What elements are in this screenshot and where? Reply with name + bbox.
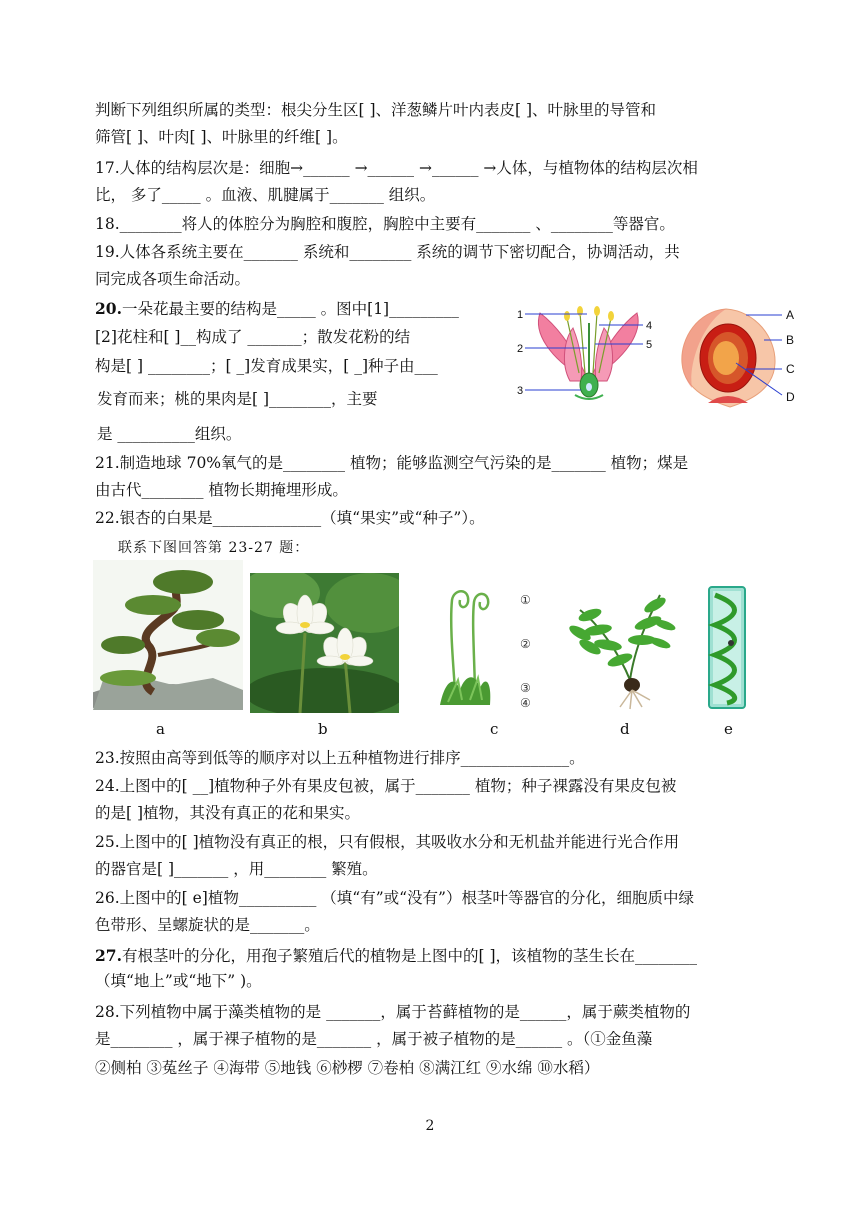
text-line: 色带形、呈螺旋状的是_______。 bbox=[95, 916, 320, 934]
flower-label: 2 bbox=[517, 343, 524, 355]
image-caption: b bbox=[318, 720, 328, 738]
flower-diagram bbox=[515, 303, 665, 403]
peach-label: A bbox=[786, 308, 795, 322]
text-span: 有根茎叶的分化，用孢子繁殖后代的植物是上图中的[ ]，该植物的茎生长在________ bbox=[121, 947, 697, 965]
flower-label: 4 bbox=[646, 320, 653, 332]
moss-label: ② bbox=[520, 637, 531, 651]
text-line: 构是[ ] ________；[ _]发育成果实，[ _]种子由___ bbox=[95, 357, 438, 375]
instruction-line: 联系下图回答第 23-27 题： bbox=[118, 540, 310, 556]
text-line: 的器官是[ ]_______ ，用________ 繁殖。 bbox=[95, 860, 378, 878]
text-line: 25.上图中的[ ]植物没有真正的根，只有假根，其吸收水分和无机盐并能进行光合作用 bbox=[95, 833, 680, 851]
text-line: 28.下列植物中属于藻类植物的是 _______，属于苔藓植物的是______，属于蕨类植物的 bbox=[95, 1003, 691, 1021]
text-line: 判断下列组织所属的类型：根尖分生区[ ]、洋葱鳞片叶内表皮[ ]、叶脉里的导管和 bbox=[95, 101, 657, 119]
text-line: 是 __________组织。 bbox=[97, 425, 242, 443]
text-line: 由古代________ 植物长期掩埋形成。 bbox=[95, 481, 348, 499]
flower-label: 3 bbox=[517, 385, 524, 397]
page-number: 2 bbox=[425, 1118, 435, 1134]
text-line: 同完成各项生命活动。 bbox=[95, 270, 251, 288]
text-line: 发育而来；桃的果肉是[ ]________，主要 bbox=[97, 390, 378, 408]
spirogyra-image bbox=[707, 585, 747, 710]
text-line: 是________ ，属于裸子植物的是_______ ，属于被子植物的是______ 。（①金鱼藻 bbox=[95, 1030, 653, 1048]
text-line: 筛管[ ]、叶肉[ ]、叶脉里的纤维[ ]。 bbox=[95, 128, 348, 146]
peach-label: C bbox=[786, 362, 795, 376]
image-caption: d bbox=[620, 720, 630, 738]
text-line: 21.制造地球 70%氧气的是________ 植物；能够监测空气污染的是_______ 植物；煤是 bbox=[95, 454, 689, 472]
text-line: 比， 多了_____ 。血液、肌腱属于_______ 组织。 bbox=[95, 186, 436, 204]
image-caption: e bbox=[724, 720, 733, 738]
peach-diagram bbox=[678, 303, 803, 413]
text-line: 24.上图中的[ __]植物种子外有果皮包被，属于_______ 植物；种子裸露没有果皮包被 bbox=[95, 777, 677, 795]
text-line: 26.上图中的[ e]植物__________ （填“有”或“没有”）根茎叶等器官的分化，细胞质中绿 bbox=[95, 889, 694, 907]
text-line: ②侧柏 ③菟丝子 ④海带 ⑤地钱 ⑥桫椤 ⑦卷柏 ⑧满江红 ⑨水绵 ⑩水稻） bbox=[95, 1059, 600, 1077]
question-number: 27. bbox=[95, 946, 122, 965]
image-caption: c bbox=[490, 720, 499, 738]
text-line: 的是[ ]植物，其没有真正的花和果实。 bbox=[95, 804, 361, 822]
fern-image bbox=[560, 585, 680, 710]
moss-label: ④ bbox=[520, 696, 531, 710]
flower-label: 1 bbox=[517, 309, 524, 321]
peach-label: D bbox=[786, 390, 795, 404]
question-20-line bbox=[95, 298, 459, 320]
text-span: 一朵花最主要的结构是_____ 。图中[1]_________ bbox=[121, 300, 459, 318]
moss-image bbox=[430, 580, 540, 710]
text-line: [2]花柱和[ ]__构成了 _______；散发花粉的结 bbox=[95, 328, 411, 346]
text-line: 22.银杏的白果是______________（填“果实”或“种子”）。 bbox=[95, 509, 485, 527]
flower-label: 5 bbox=[646, 339, 653, 351]
pine-bonsai-image bbox=[93, 560, 243, 710]
text-line: 17.人体的结构层次是：细胞→______ →______ →______ →人体，与植物体的结构层次相 bbox=[95, 159, 698, 177]
peach-label: B bbox=[786, 333, 795, 347]
moss-label: ③ bbox=[520, 681, 531, 695]
moss-label: ① bbox=[520, 593, 531, 607]
image-caption: a bbox=[156, 720, 165, 738]
question-27-line bbox=[95, 945, 697, 967]
question-number: 20. bbox=[95, 299, 122, 318]
text-line: （填“地上”或“地下” )。 bbox=[95, 972, 262, 990]
text-line: 18.________将人的体腔分为胸腔和腹腔，胸腔中主要有_______ 、________等器官。 bbox=[95, 215, 675, 233]
text-line: 23.按照由高等到低等的顺序对以上五种植物进行排序______________。 bbox=[95, 749, 585, 767]
text-line: 19.人体各系统主要在_______ 系统和________ 系统的调节下密切配合，协调活动，共 bbox=[95, 243, 680, 261]
water-lily-image bbox=[250, 573, 399, 713]
